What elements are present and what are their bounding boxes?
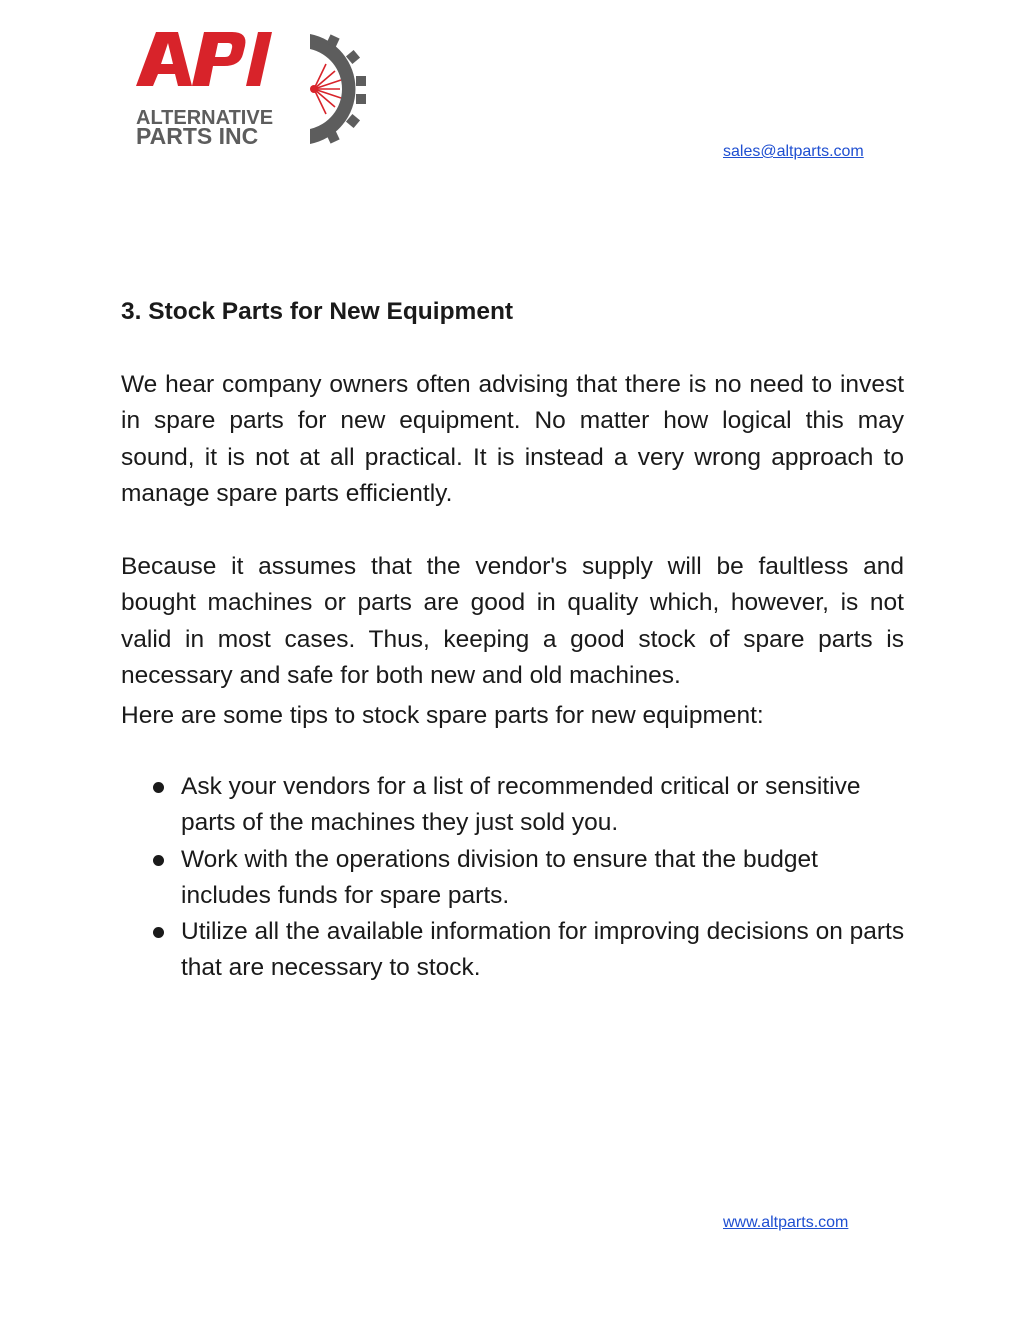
list-item: [121, 914, 911, 987]
tip-text: Utilize all the available information for improving decisions on parts that are necessary to stock.: [181, 918, 905, 982]
svg-text:PARTS INC: PARTS INC: [136, 123, 259, 148]
list-item: [121, 842, 911, 915]
tip-text: Ask your vendors for a list of recommended critical or sensitive parts of the machines they just sold you.: [181, 773, 861, 837]
api-gear-logo-icon: [134, 26, 378, 148]
tips-intro: Here are some tips to stock spare parts for new equipment:: [121, 702, 764, 729]
website-link[interactable]: www.altparts.com: [723, 1214, 849, 1231]
section-heading: 3. Stock Parts for New Equipment: [121, 298, 514, 325]
svg-text:ALTERNATIVE: ALTERNATIVE: [136, 107, 274, 129]
bullet-icon: [153, 782, 164, 793]
bullet-icon: [153, 927, 164, 938]
bullet-icon: [153, 855, 164, 866]
company-logo: [134, 26, 378, 148]
paragraph-2: Because it assumes that the vendor's supply will be faultless and bought machines or parts are good in quality which, however, is not valid in most cases. Thus, keeping a good stock of spare parts is necessary and safe for both new and old machines.: [121, 553, 904, 689]
tip-text: Work with the operations division to ensure that the budget includes funds for spare parts.: [181, 845, 818, 909]
email-link[interactable]: sales@altparts.com: [723, 143, 864, 160]
tips-list: [121, 769, 911, 987]
paragraph-1: We hear company owners often advising that there is no need to invest in spare parts for new equipment. No matter how logical this may sound, it is not at all practical. It is instead a very wrong approach to manage spare parts efficiently.: [121, 371, 904, 507]
list-item: [121, 769, 911, 842]
